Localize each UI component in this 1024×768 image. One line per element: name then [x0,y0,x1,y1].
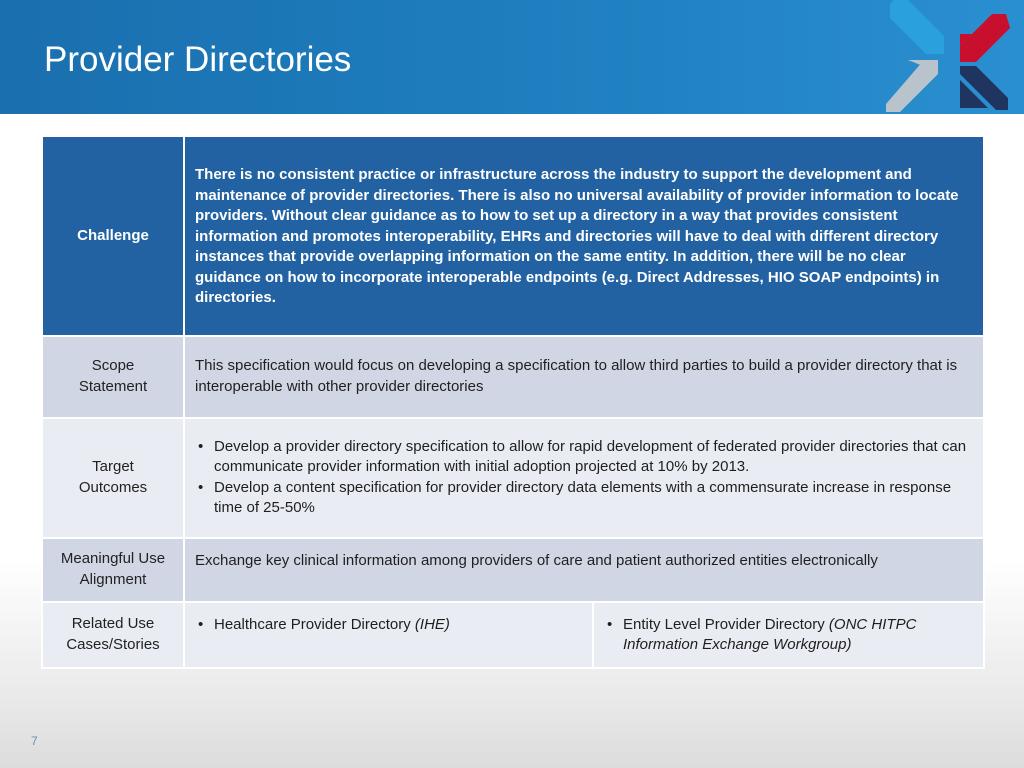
scope-label-line1: Scope [91,357,135,374]
provider-directory-table [41,135,985,669]
alignment-label [42,538,184,602]
arrow-bottom-left-icon [886,60,938,112]
related-label-line1: Related Use [71,615,155,632]
related-right-text: Entity Level Provider Directory [623,615,829,633]
target-label-line2: Outcomes [78,478,148,496]
related-left-source: (IHE) [414,615,450,633]
challenge-text: There is no consistent practice or infrastructure across the industry to support the development and maintenance of provider directories. There is also no universal availability of provider information to locate providers. Without clear guidance as to how to set up a directory in a way that provides consistent information and promotes interoperability, EHRs and directories will have to deal with different directory instances that provide overlapping information on the same entity. In addition, there will be no clear guidance on how to incorporate interoperable endpoints (e.g. Direct Addresses, HIO SOAP endpoints) in directories. [184,136,984,336]
list-item: • Develop a content specification for provider directory data elements with a commensurate increase in response time of 25-50% [195,478,973,519]
related-label-line2: Cases/Stories [66,635,160,653]
challenge-label: Challenge [42,136,184,336]
related-right-list [604,615,973,656]
target-label-line1: Target [92,458,134,475]
scope-label-line2: Statement [78,377,148,395]
list-item [604,615,973,656]
table-row-challenge [42,136,984,336]
alignment-text: Exchange key clinical information among providers of care and patient authorized entities electronically [184,538,984,602]
related-right-cell [593,602,984,668]
table-row-related [42,602,984,668]
slide-header [0,0,1024,114]
related-right-source: (ONC HITPC Information Exchange Workgroup) [623,615,917,653]
arrow-top-right-icon [960,14,1010,62]
alignment-label-line2: Alignment [79,570,147,588]
target-label [42,418,184,538]
related-left-list [195,615,582,636]
slide-title: Provider Directories [44,40,352,79]
table-row-scope [42,336,984,418]
related-label [42,602,184,668]
list-item: • Develop a provider directory specification to allow for rapid development of federated provider directories that can communicate provider information with initial adoption projected at 10% by 2013. [195,437,973,478]
scope-text: This specification would focus on developing a specification to allow third parties to build a provider directory that is interoperable with other provider directories [184,336,984,418]
arrow-top-left-icon [890,0,944,54]
scope-label [42,336,184,418]
target-text [184,418,984,538]
target-bullet-list [195,437,973,519]
arrow-bottom-right-icon [960,66,1008,110]
related-left-cell [184,602,593,668]
related-left-text: Healthcare Provider Directory [214,615,415,633]
page-number: 7 [31,734,38,748]
table-row-alignment [42,538,984,602]
four-arrows-logo-icon [884,0,1024,114]
alignment-label-line1: Meaningful Use [60,550,166,567]
table-row-target [42,418,984,538]
list-item [195,615,582,636]
